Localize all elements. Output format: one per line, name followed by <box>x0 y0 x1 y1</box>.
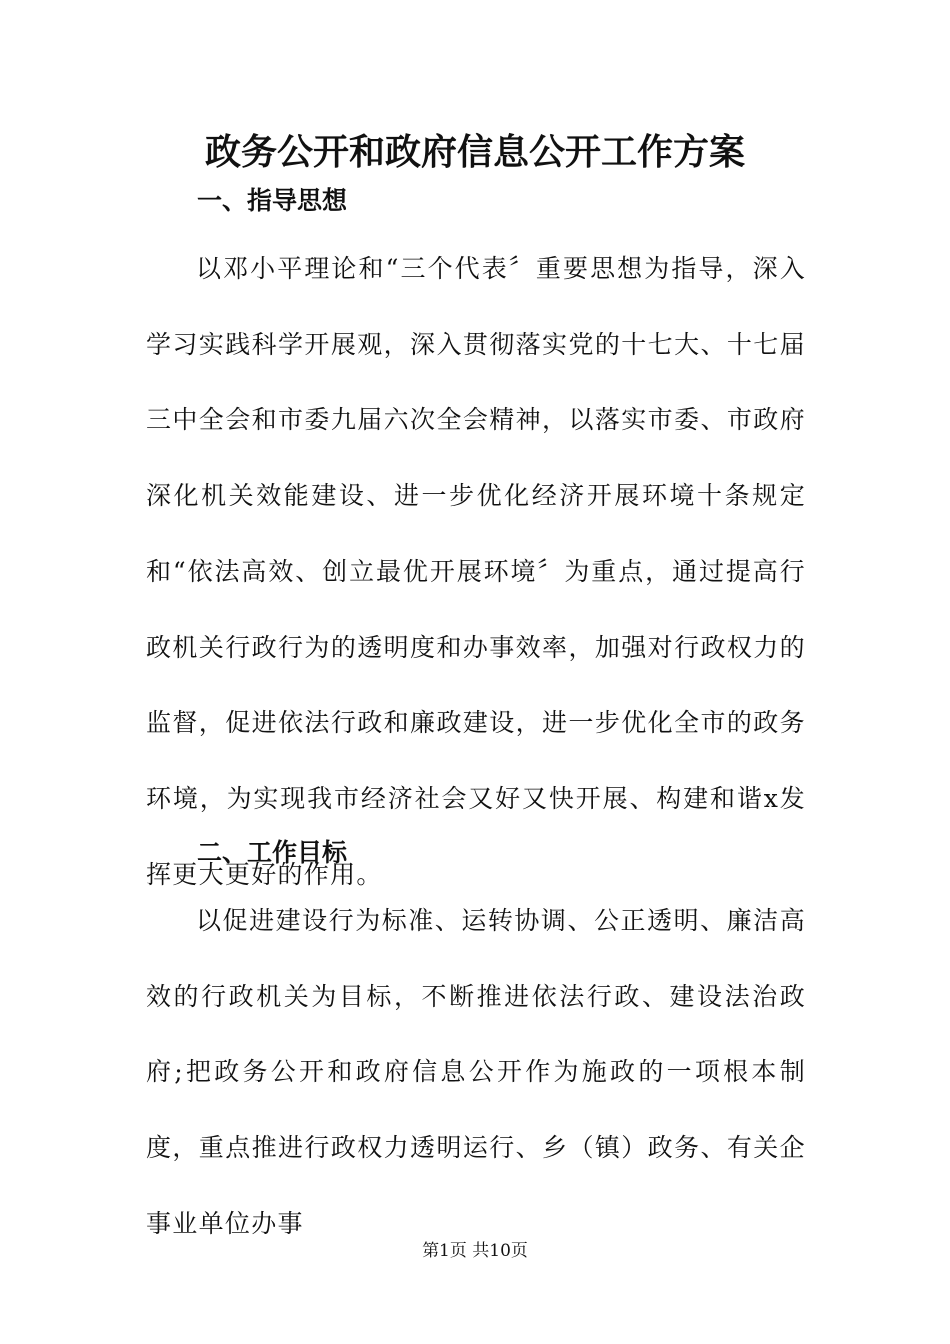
section-paragraph-guiding-ideology: 以邓小平理论和“三个代表〞重要思想为指导，深入学习实践科学开展观，深入贯彻落实党的十七大、十七届三中全会和市委九届六次全会精神，以落实市委、市政府深化机关效能建设、进一步优化经济开展环境十条规定和“依法高效、创立最优开展环境〞为重点，通过提高行政机关行政行为的透明度和办事效率，加强对行政权力的监督，促进依法行政和廉政建设，进一步优化全市的政务环境，为实现我市经济社会又好又快开展、构建和谐x发挥更大更好的作用。 <box>146 254 806 889</box>
section-heading-work-goals: 二、工作目标 <box>197 838 348 867</box>
section-paragraph-work-goals: 以促进建设行为标准、运转协调、公正透明、廉洁高效的行政机关为目标，不断推进依法行政、建设法治政府;把政务公开和政府信息公开作为施政的一项根本制度，重点推进行政权力透明运行、乡（镇）政务、有关企事业单位办事 <box>146 906 806 1238</box>
page-number-footer: 第1页 共10页 <box>422 1241 528 1261</box>
section-heading-guiding-ideology: 一、指导思想 <box>197 186 348 215</box>
document-title: 政务公开和政府信息公开工作方案 <box>204 131 745 173</box>
